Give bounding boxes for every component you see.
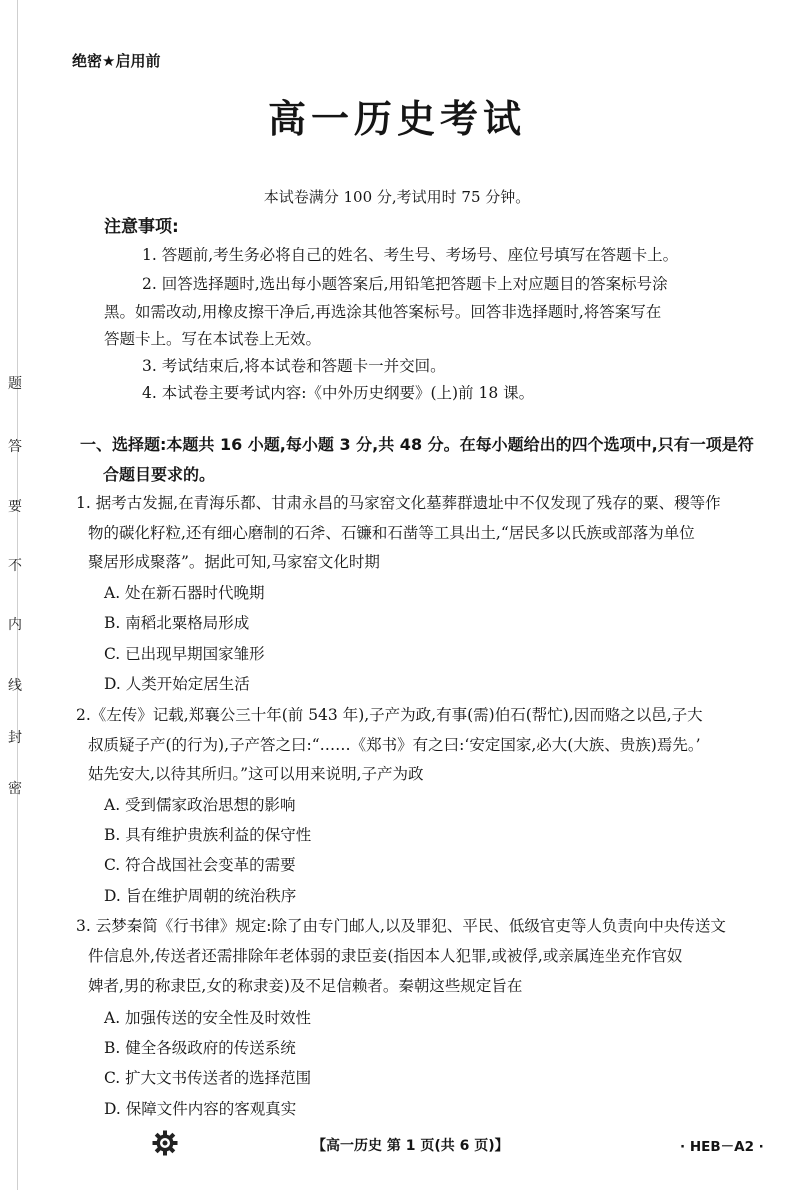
question-2-option-b: B. 具有维护贵族利益的保守性 <box>104 826 312 844</box>
question-1-option-a: A. 处在新石器时代晚期 <box>104 584 265 602</box>
question-3-option-c: C. 扩大文书传送者的选择范围 <box>104 1069 312 1087</box>
page-indicator: 【高一历史 第 1 页(共 6 页)】 <box>312 1138 509 1154</box>
question-3-option-d: D. 保障文件内容的客观真实 <box>104 1100 297 1118</box>
notice-line: 黑。如需改动,用橡皮擦干净后,再选涂其他答案标号。回答非选择题时,将答案写在 <box>104 303 662 321</box>
notice-heading: 注意事项: <box>104 217 179 237</box>
question-2-option-d: D. 旨在维护周朝的统治秩序 <box>104 887 297 905</box>
question-2-line: 2.《左传》记载,郑襄公三十年(前 543 年),子产为政,有事(需)伯石(帮忙),因而赂之以邑,子大 <box>76 706 703 724</box>
question-2-option-c: C. 符合战国社会变革的需要 <box>104 856 296 874</box>
seal-char: 题 <box>8 376 22 392</box>
notice-line: 答题卡上。写在本试卷上无效。 <box>104 330 322 348</box>
exam-subtitle: 本试卷满分 100 分,考试用时 75 分钟。 <box>263 188 531 206</box>
question-1-option-b: B. 南稻北粟格局形成 <box>104 614 250 632</box>
notice-line: 2. 回答选择题时,选出每小题答案后,用铅笔把答题卡上对应题目的答案标号涂 <box>142 275 668 293</box>
question-3-line: 婢者,男的称隶臣,女的称隶妾)及不足信赖者。秦朝这些规定旨在 <box>88 977 523 995</box>
seal-char: 答 <box>8 439 22 455</box>
exam-title: 高一历史考试 <box>267 97 526 141</box>
section-heading: 一、选择题:本题共 16 小题,每小题 3 分,共 48 分。在每小题给出的四个选项中,只有一项是符 <box>80 435 754 454</box>
question-3-option-a: A. 加强传送的安全性及时效性 <box>104 1009 312 1027</box>
section-heading-cont: 合题目要求的。 <box>103 465 216 484</box>
seal-char: 内 <box>8 617 22 633</box>
notice-line: 1. 答题前,考生务必将自己的姓名、考生号、考场号、座位号填写在答题卡上。 <box>142 246 679 264</box>
question-1-line: 物的碳化籽粒,还有细心磨制的石斧、石镰和石凿等工具出土,“居民多以氏族或部落为单位 <box>88 524 695 542</box>
exam-code: · HEB－A2 · <box>680 1139 764 1155</box>
seal-char: 不 <box>8 558 22 574</box>
question-1-option-c: C. 已出现早期国家雏形 <box>104 645 265 663</box>
question-3-option-b: B. 健全各级政府的传送系统 <box>104 1039 296 1057</box>
question-2-line: 姑先安大,以待其所归。”这可以用来说明,子产为政 <box>88 765 424 783</box>
binding-line <box>17 0 18 1190</box>
question-3-line: 件信息外,传送者还需排除年老体弱的隶臣妾(指因本人犯罪,或被俘,或亲属连坐充作官奴 <box>88 947 683 965</box>
question-2-option-a: A. 受到儒家政治思想的影响 <box>104 796 296 814</box>
question-2-line: 叔质疑子产(的行为),子产答之曰:“……《郑书》有之曰:‘安定国家,必大(大族、贵族)焉先。’ <box>88 736 701 754</box>
seal-char: 封 <box>8 730 22 746</box>
seal-char: 要 <box>8 499 22 515</box>
seal-char: 密 <box>8 781 22 797</box>
question-1-option-d: D. 人类开始定居生活 <box>104 675 250 693</box>
question-1-line: 聚居形成聚落”。据此可知,马家窑文化时期 <box>88 553 380 571</box>
question-3-line: 3. 云梦秦简《行书律》规定:除了由专门邮人,以及罪犯、平民、低级官吏等人负责向中央传送文 <box>76 917 726 935</box>
confidential-label: 绝密★启用前 <box>72 52 161 70</box>
question-1-line: 1. 据考古发掘,在青海乐都、甘肃永昌的马家窑文化墓葬群遗址中不仅发现了残存的粟、稷等作 <box>76 494 721 512</box>
seal-char: 线 <box>8 678 22 694</box>
gear-icon <box>152 1130 178 1156</box>
notice-line: 3. 考试结束后,将本试卷和答题卡一并交回。 <box>142 357 446 375</box>
notice-line: 4. 本试卷主要考试内容:《中外历史纲要》(上)前 18 课。 <box>142 384 535 402</box>
